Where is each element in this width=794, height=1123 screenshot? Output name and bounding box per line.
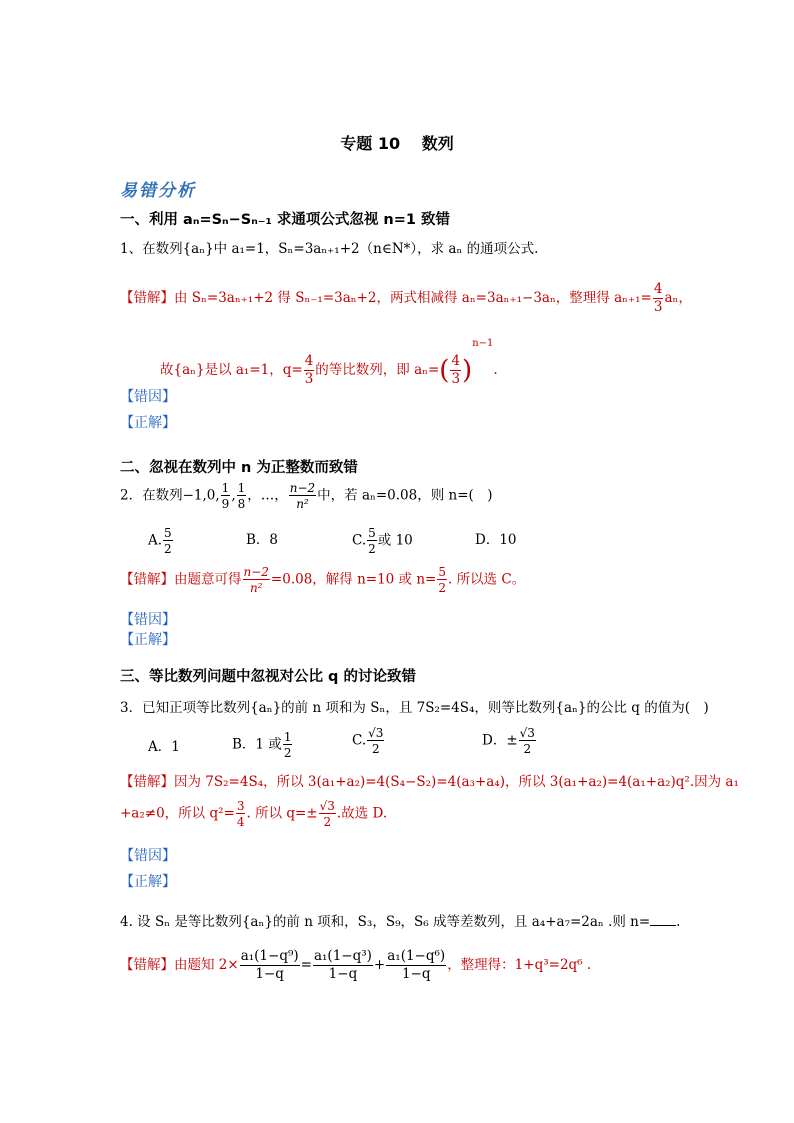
correct-label: 【正解】 <box>120 874 176 890</box>
fraction: $\frac{\text{a₁(1−q³)}}{1-q}$ <box>313 948 372 982</box>
fraction: $\frac{n-2}{\text{n²}}$ <box>289 481 316 511</box>
wrong-solution3-line1: 【错解】因为 7S₂=4S₄，所以 3(a₁+a₂)=4(S₄−S₂)=4(a₃+a₄)，所以 3(a₁+a₂)=4(a₁+a₂)q².因为 a₁ <box>120 774 739 790</box>
wrong-label: 【错解】 <box>120 571 174 588</box>
problem2: 2．在数列−1,0, $\frac{1}{9}$ , $\frac{1}{8}$ ，…， $\frac{n-2}{\text{n²}}$ 中，若 aₙ=0.08，则 n=( ) <box>120 481 493 511</box>
wrong-label: 【错解】 <box>120 290 174 306</box>
wrong-label: 【错解】 <box>120 957 174 973</box>
fraction: $\frac{4}{3}$ <box>451 353 461 387</box>
correct-label: 【正解】 <box>120 632 176 648</box>
option-d: D．± $\frac{√3}{2}$ <box>482 726 535 756</box>
page-title: 专题 10 数列 <box>340 134 454 153</box>
wrong-text: 由 Sₙ=3aₙ₊₁+2 得 Sₙ₋₁=3aₙ+2，两式相减得 aₙ=3aₙ₊₁−3aₙ，整理得 aₙ₊₁= <box>174 290 652 306</box>
fraction: $\frac{n-2}{\text{n²}}$ <box>243 565 269 595</box>
wrong-label: 【错解】 <box>120 774 174 790</box>
fraction: $\frac{\text{a₁(1−q⁶)}}{1-q}$ <box>387 948 446 982</box>
wrong-solution2: 【错解】由题意可得 $\frac{n-2}{\text{n²}}$ =0.08，解得 n=10 或 n= $\frac{5}{2}$ . 所以选 C。 <box>120 565 526 595</box>
option-a: A．1 <box>148 739 180 755</box>
section2-heading: 二、忽视在数列中 n 为正整数而致错 <box>120 460 358 476</box>
option-b: B．1 或 $\frac{1}{2}$ <box>232 730 292 760</box>
fraction: $\frac{1}{8}$ <box>237 481 246 511</box>
fraction: $\frac{4}{3}$ <box>653 281 663 315</box>
problem3: 3．已知正项等比数列{aₙ}的前 n 项和为 Sₙ，且 7S₂=4S₄，则等比数列{aₙ}的公比 q 的值为( ) <box>120 700 709 716</box>
option-c: C. $\frac{√3}{2}$ <box>352 726 384 756</box>
reason-label: 【错因】 <box>120 848 176 864</box>
section3-heading: 三、等比数列问题中忽视对公比 q 的讨论致错 <box>120 669 416 685</box>
fraction: $\frac{3}{4}$ <box>236 799 245 829</box>
category-label: 易错分析 <box>120 181 196 201</box>
fraction: $\frac{√3}{2}$ <box>319 799 335 829</box>
fraction: $\frac{√3}{2}$ <box>519 726 535 756</box>
fraction: $\frac{\text{a₁(1−q⁹)}}{1-q}$ <box>240 948 299 982</box>
fraction: $\frac{4}{3}$ <box>304 353 314 387</box>
section1-heading: 一、利用 aₙ=Sₙ−Sₙ₋₁ 求通项公式忽视 n=1 致错 <box>120 212 451 228</box>
wrong-solution4: 【错解】由题知 2× $\frac{\text{a₁(1−q⁹)}}{1-q}$ = $\frac{\text{a₁(1−q³)}}{1-q}$ + $\frac{\text{a₁(1−q⁶)}}{1-q}$ ，整理得：1+q³=2q⁶ . <box>120 948 592 982</box>
option-d: D．10 <box>475 532 517 548</box>
wrong-text: 故{aₙ}是以 a₁=1，q= <box>160 362 303 378</box>
option-c: C. $\frac{5}{2}$ 或 10 <box>352 526 413 556</box>
option-b: B．8 <box>246 532 279 548</box>
exponent: n−1 <box>472 338 494 349</box>
problem4: 4. 设 Sₙ 是等比数列{aₙ}的前 n 项和，S₃，S₉，S₆ 成等差数列，且 a₄+a₇=2aₙ .则 n= . <box>120 914 681 930</box>
wrong-text: 的等比数列，即 aₙ= <box>315 362 440 378</box>
fraction: $\frac{5}{2}$ <box>368 526 376 556</box>
fraction: $\frac{1}{2}$ <box>283 730 292 760</box>
correct-label: 【正解】 <box>120 415 176 431</box>
wrong-text-end: aₙ， <box>664 290 692 306</box>
wrong-solution1-line1 <box>120 283 692 314</box>
wrong-solution1-line2: 故{aₙ}是以 a₁=1，q= $\frac{4}{3}$ 的等比数列，即 aₙ=( $\frac{4}{3}$ )$^{n-1}$. <box>160 338 498 387</box>
fraction: $\frac{1}{9}$ <box>221 481 230 511</box>
fraction: $\frac{5}{2}$ <box>164 526 172 556</box>
problem1: 1、在数列{aₙ}中 a₁=1，Sₙ=3aₙ₊₁+2（n∈N*），求 aₙ 的通项公式. <box>120 241 539 257</box>
fraction: $\frac{√3}{2}$ <box>368 726 384 756</box>
wrong-solution3-line2: +a₂≠0，所以 q²= $\frac{3}{4}$ . 所以 q=± $\frac{√3}{2}$ .故选 D. <box>120 799 388 829</box>
reason-label: 【错因】 <box>120 389 176 405</box>
option-a: A. $\frac{5}{2}$ <box>148 526 172 556</box>
fraction: $\frac{5}{2}$ <box>438 565 446 595</box>
reason-label: 【错因】 <box>120 612 176 628</box>
